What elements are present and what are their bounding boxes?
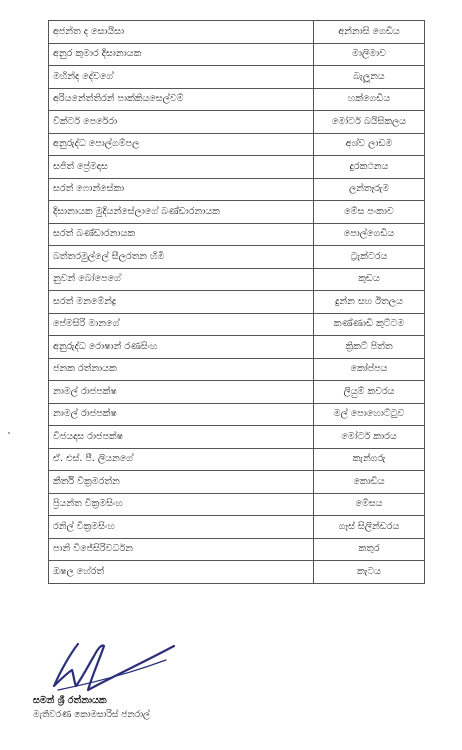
table-row [49,448,425,471]
table-row [49,493,425,516]
candidate-name: බත්තරමුල්ලේ සීලරතන හිමි [49,246,314,269]
scan-speck [8,432,10,434]
election-symbol: දුරකථනය [314,156,425,179]
table-row [49,358,425,381]
election-symbol: පොල්ගෙඩිය [314,223,425,246]
table-row [49,403,425,426]
election-symbol: කෝප්පය [314,358,425,381]
election-symbol: කුඩය [314,268,425,291]
candidate-name: සරත් බණ්ඩාරනායක [49,223,314,246]
candidate-name: මහින්ද දේවගේ [49,66,314,89]
table-row [49,313,425,336]
election-symbol: ලියුම් කවරය [314,381,425,404]
election-symbol: කැන්ගරු [314,448,425,471]
candidate-name: නුවන් බෝපෙගේ [49,268,314,291]
candidate-name: අරියනේත්තිරන් පාක්කියසෙල්වම් [49,88,314,111]
election-symbol: ගෑස් සිලින්ඩරය [314,516,425,539]
table-row [49,336,425,359]
election-symbol: අන්නාසි ගෙඩිය [314,21,425,44]
election-symbol: බැලූනය [314,66,425,89]
table-row [49,223,425,246]
election-symbol: කතුර [314,538,425,561]
election-symbol: මෝටර් කාරය [314,426,425,449]
table-row [49,156,425,179]
table-row [49,291,425,314]
election-symbol: මල් පොහොට්ටුව [314,403,425,426]
candidate-name: රනිල් වික්‍රමසිංහ [49,516,314,539]
signatory-name: සමන් ශ්‍රී රත්නායක [33,695,107,706]
table-row [49,43,425,66]
table-row [49,88,425,111]
table-row [49,268,425,291]
candidate-name: නාමල් රාජපක්ෂ [49,403,314,426]
table-row [49,246,425,269]
election-symbol: ක්‍රිකට් පිත්ත [314,336,425,359]
candidate-table [48,20,425,584]
signatory-block [33,694,150,722]
table-row [49,133,425,156]
candidate-name: දිසානායක මුදියන්සේලාගේ බණ්ඩාරනායක [49,201,314,224]
candidate-name: ප්‍රියන්ත වික්‍රමසිංහ [49,493,314,516]
election-symbol: දුන්න සහ ඊතලය [314,291,425,314]
table-row [49,381,425,404]
candidate-name: පානි විජේසිරිවර්ධන [49,538,314,561]
table-row [49,201,425,224]
table-row [49,471,425,494]
candidate-name: අනුර කුමාර දිසානායක [49,43,314,66]
signature-mark [48,634,178,696]
table-row [49,538,425,561]
election-symbol: හක්ගෙඩිය [314,88,425,111]
election-symbol: කැටය [314,561,425,584]
candidate-name: වික්ටර් පෙරේරා [49,111,314,134]
candidate-name: ජනක රත්නායක [49,358,314,381]
election-symbol: කොඩිය [314,471,425,494]
candidate-name: නාමල් රාජපක්ෂ [49,381,314,404]
election-symbol: මේස පංකාව [314,201,425,224]
candidate-name: සරත් මනමේන්ද්‍ර [49,291,314,314]
candidate-name: පේමසිරි මානගේ [49,313,314,336]
candidate-name: විජයදාස රාජපක්ෂ [49,426,314,449]
table-row [49,426,425,449]
candidate-name: ඔෂල හේරත් [49,561,314,584]
candidate-name: අනුරුද්ධ රොෂාන් රණසිංහ [49,336,314,359]
signatory-title: මැතිවරණ කොමසාරිස් ජනරාල් [33,710,150,720]
election-symbol: ලන්තෑරුම [314,178,425,201]
table-row [49,561,425,584]
candidate-name: අනුරුද්ධ පොල්ගම්පල [49,133,314,156]
table-row [49,21,425,44]
election-symbol: මෝටර් බයිසිකලය [314,111,425,134]
table-row [49,178,425,201]
election-symbol: කණ්ණාඩි කුට්ටම [314,313,425,336]
candidate-name: ඒ. එස්. පී. ලියනගේ [49,448,314,471]
table-row [49,111,425,134]
election-symbol: ට්‍රැක්ටරය [314,246,425,269]
candidate-name: සජිත් ප්‍රේමදාස [49,156,314,179]
election-symbol: මාලිමාව [314,43,425,66]
candidate-name: සරත් ෆොන්සේකා [49,178,314,201]
table-row [49,516,425,539]
table-row [49,66,425,89]
election-symbol: මේසය [314,493,425,516]
candidate-name: අජන්ත ද සොයිසා [49,21,314,44]
election-symbol: අශ්ව ලාඩම [314,133,425,156]
candidate-name: කීර්ති වික්‍රමරත්න [49,471,314,494]
